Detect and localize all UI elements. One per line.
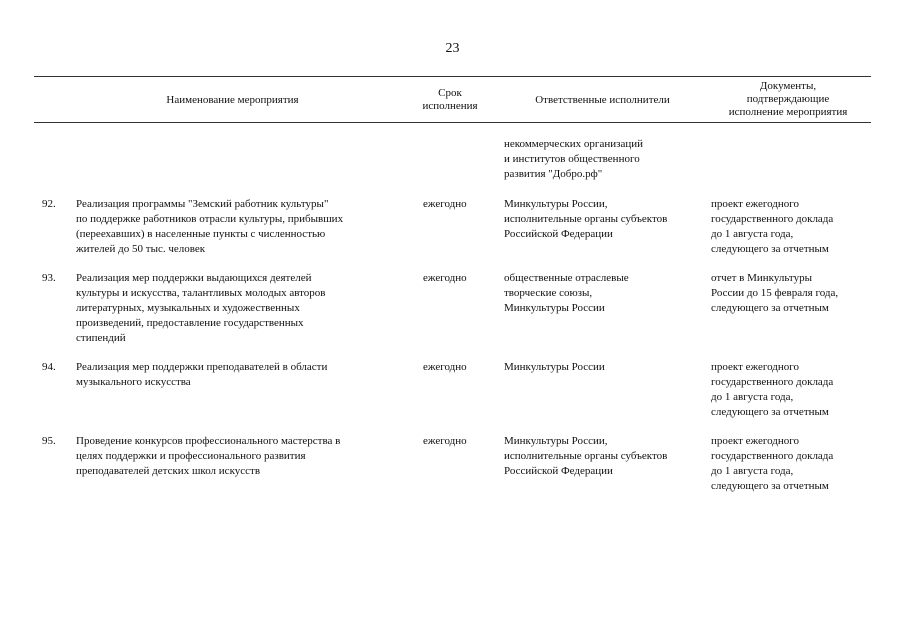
row-responsible: Минкультуры России, исполнительные органы субъектов Российской Федерации (504, 435, 668, 477)
row-name: Реализация программы "Земский работник культуры" по поддержке работников отрасли культуры, прибывших (переехавших) в населенные пункты с численностью жителей до 50 тыс. человек (76, 198, 344, 255)
row-responsible: общественные отраслевые творческие союзы, Минкультуры России (504, 272, 629, 314)
table-header-top-rule (34, 76, 871, 77)
row-name: Реализация мер поддержки выдающихся деятелей культуры и искусства, талантливых молодых авторов литературных, музыкальных и художественных произведений, предоставление государственных стипендий (76, 272, 326, 344)
row-name: Проведение конкурсов профессионального мастерства в целях поддержки и профессионального развития преподавателей детских школ искусств (76, 435, 341, 477)
page-number: 23 (445, 41, 460, 56)
row-term: ежегодно (423, 361, 467, 373)
row-term: ежегодно (423, 272, 467, 284)
row-documents: отчет в Минкультуры России до 15 февраля года, следующего за отчетным (711, 272, 839, 314)
row-number: 93. (42, 272, 56, 284)
row-responsible: Минкультуры России, исполнительные органы субъектов Российской Федерации (504, 198, 668, 240)
row-name: Реализация мер поддержки преподавателей в области музыкального искусства (76, 361, 328, 388)
header-term: Срок исполнения (422, 87, 478, 112)
row-number: 94. (42, 361, 56, 373)
row-number: 95. (42, 435, 56, 447)
header-documents: Документы, подтверждающие исполнение мероприятия (728, 80, 848, 118)
row-responsible: Минкультуры России (504, 361, 605, 373)
row-documents: проект ежегодного государственного доклада до 1 августа года, следующего за отчетным (711, 435, 834, 492)
row-number: 92. (42, 198, 56, 210)
continuation-responsible: некоммерческих организаций и институтов общественного развития "Добро.рф" (504, 138, 643, 180)
header-responsible: Ответственные исполнители (535, 94, 670, 106)
row-term: ежегодно (423, 435, 467, 447)
table-header-bottom-rule (34, 122, 871, 123)
row-documents: проект ежегодного государственного доклада до 1 августа года, следующего за отчетным (711, 198, 834, 255)
header-name: Наименование мероприятия (166, 94, 299, 106)
row-documents: проект ежегодного государственного доклада до 1 августа года, следующего за отчетным (711, 361, 834, 418)
row-term: ежегодно (423, 198, 467, 210)
